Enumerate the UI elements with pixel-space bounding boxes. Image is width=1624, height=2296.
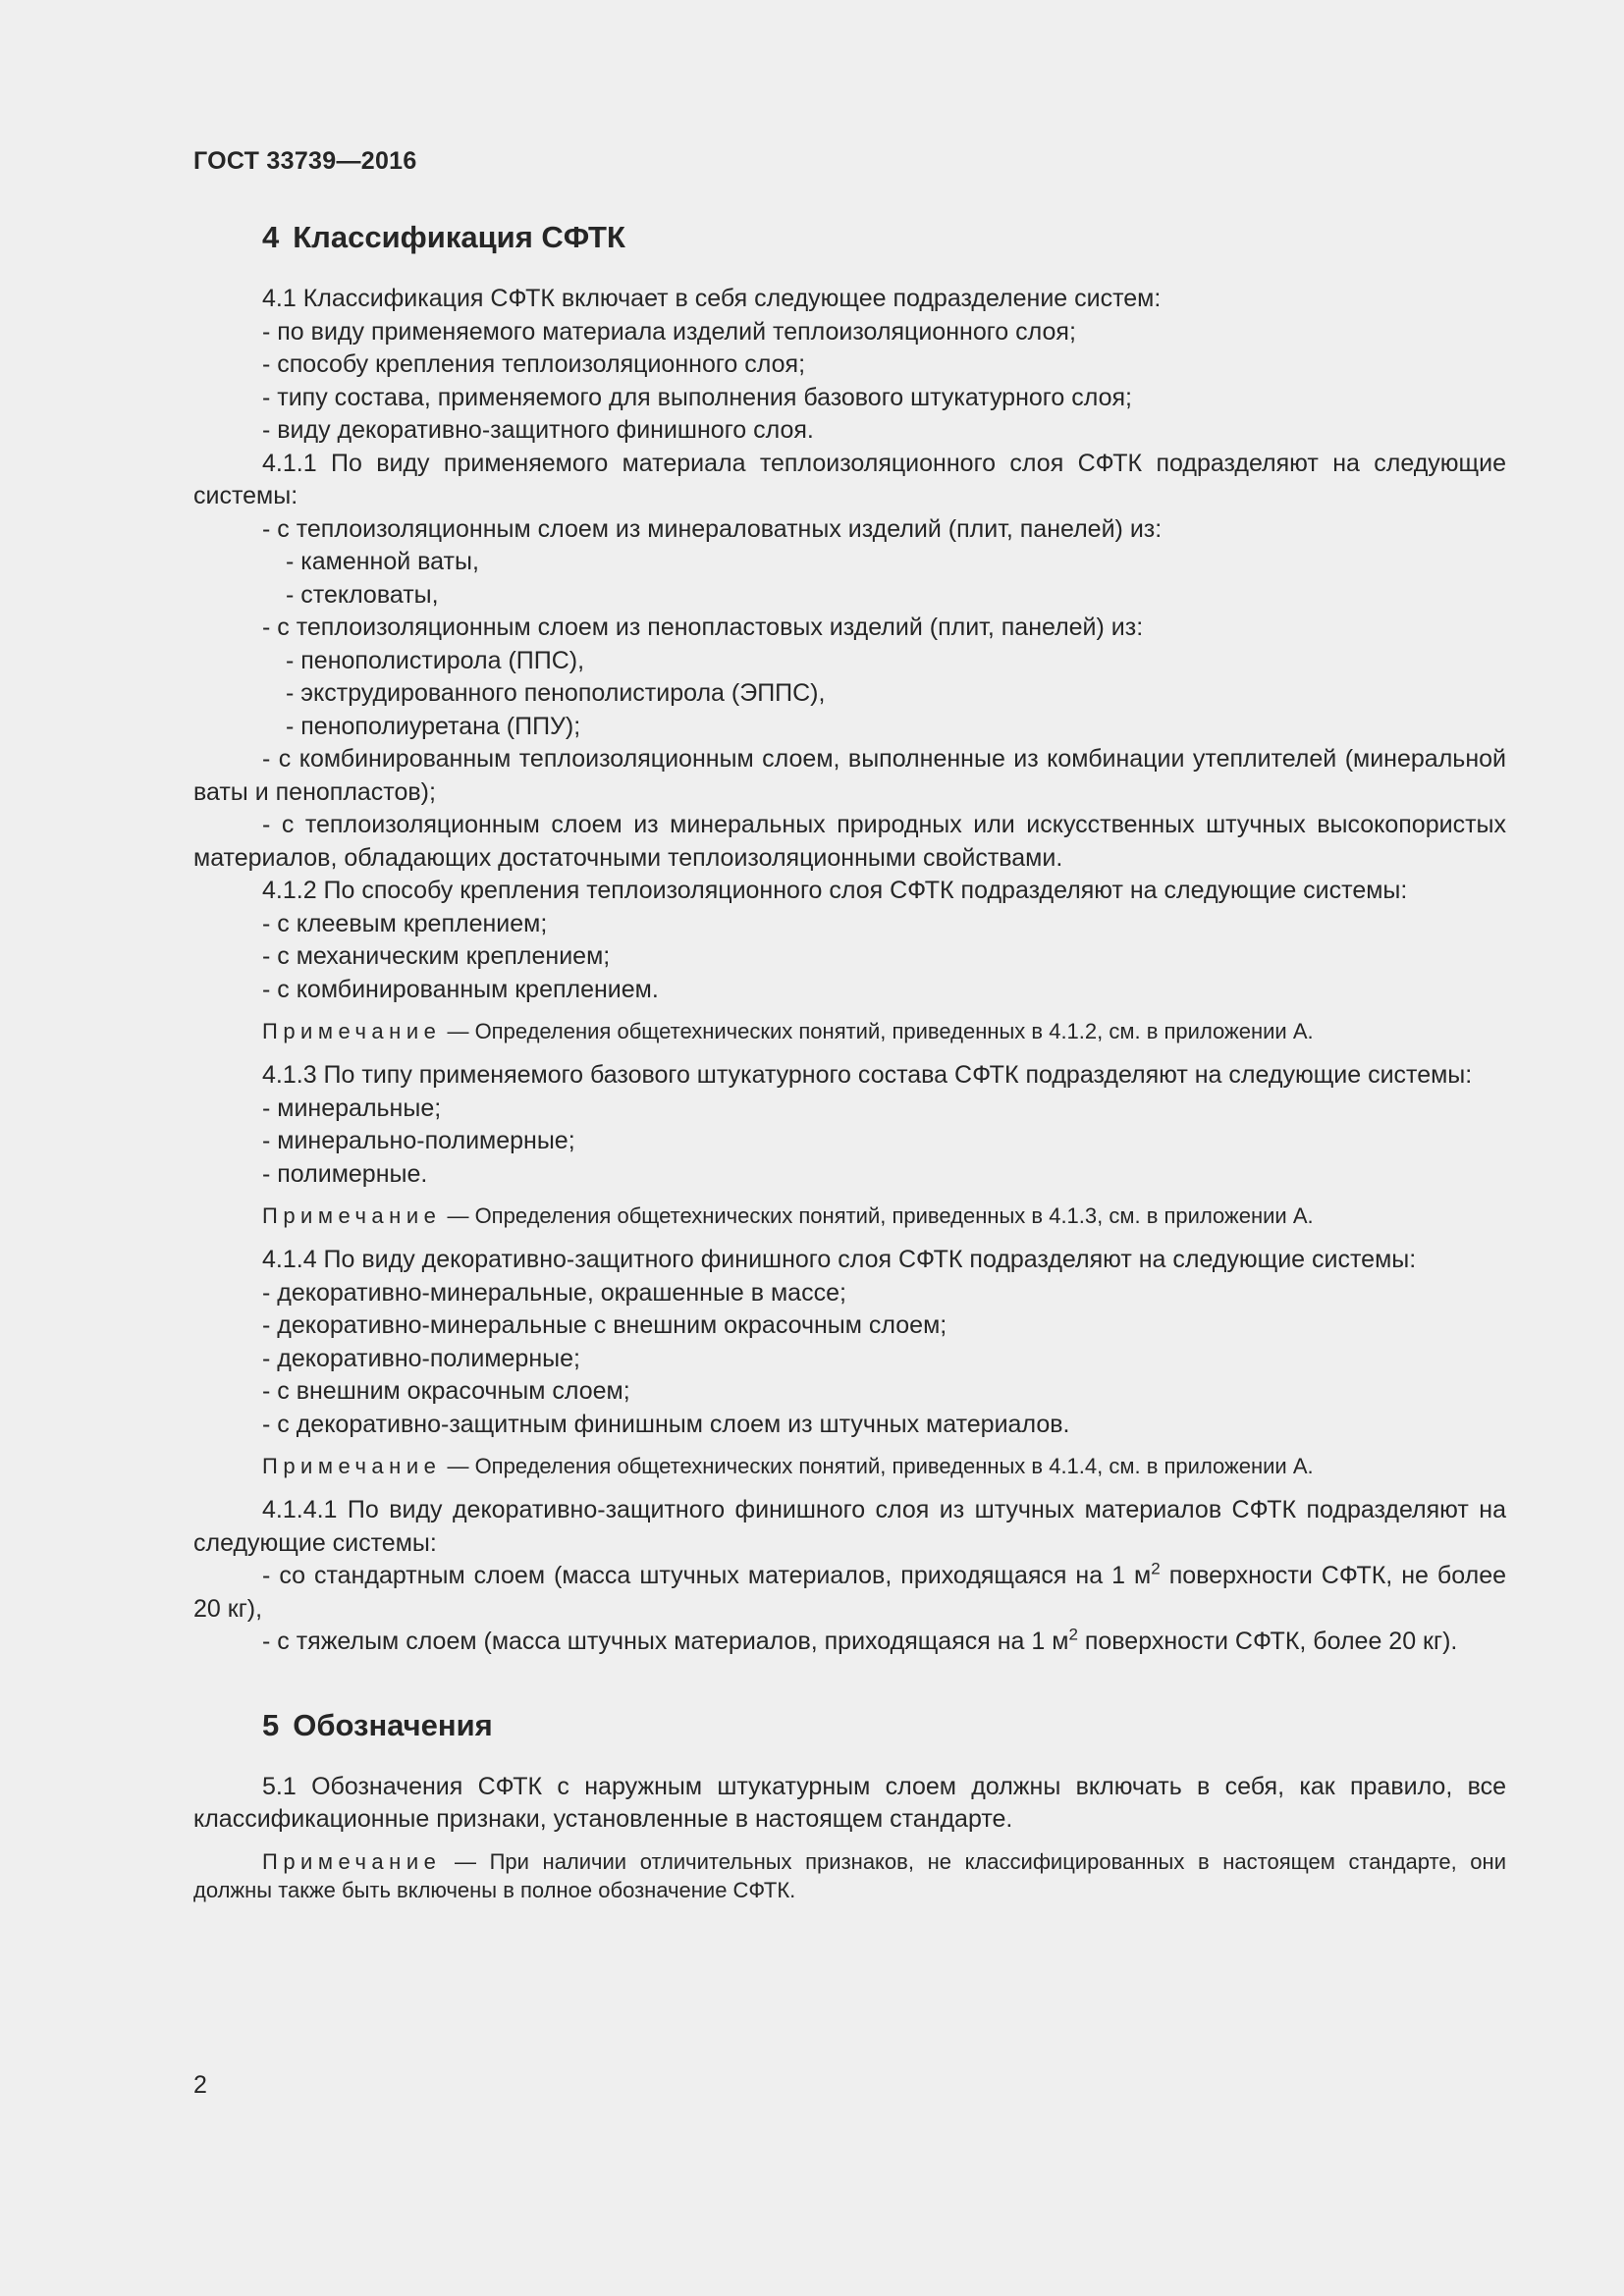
note-text: — Определения общетехнических понятий, приведенных в 4.1.3, см. в приложении А. <box>441 1203 1314 1228</box>
list-item: - по виду применяемого материала изделий теплоизоляционного слоя; <box>262 317 1076 346</box>
sub-list-item: - каменной ваты, <box>286 548 479 575</box>
list-item: - типу состава, применяемого для выполнения базового штукатурного слоя; <box>262 383 1132 411</box>
sub-list-item: - экструдированного пенополистирола (ЭППС), <box>286 679 826 707</box>
clause-4-1-1: 4.1.1 По виду применяемого материала теплоизоляционного слоя СФТК подразделяют на следующие системы: <box>193 449 1506 509</box>
list-item: - декоративно-минеральные с внешним окрасочным слоем; <box>262 1311 947 1339</box>
section-4-heading <box>193 218 1506 257</box>
list-item: - минерально-полимерные; <box>262 1127 575 1154</box>
sub-list-item: - стекловаты, <box>286 580 439 609</box>
sub-list-item: - пенополистирола (ППС), <box>286 646 585 674</box>
note-label: Примечание <box>262 1203 442 1228</box>
section-title: Обозначения <box>293 1707 493 1742</box>
document-id: ГОСТ 33739—2016 <box>193 147 417 175</box>
clause-4-1-4-1: 4.1.4.1 По виду декоративно-защитного финишного слоя из штучных материалов СФТК подразделяют на следующие системы: <box>193 1496 1506 1557</box>
list-item-standard-layer <box>193 1560 1506 1626</box>
note-label: Примечание <box>262 1019 442 1043</box>
note-text: — Определения общетехнических понятий, приведенных в 4.1.2, см. в приложении А. <box>441 1019 1314 1043</box>
superscript: 2 <box>1068 1625 1078 1644</box>
note-text: — Определения общетехнических понятий, приведенных в 4.1.4, см. в приложении А. <box>441 1454 1314 1478</box>
note-label: Примечание <box>262 1848 442 1874</box>
list-item: - с теплоизоляционным слоем из минераловатных изделий (плит, панелей) из: <box>262 514 1163 543</box>
list-item: - с комбинированным креплением. <box>262 975 659 1003</box>
list-item-heavy-layer <box>193 1626 1506 1659</box>
list-item: - виду декоративно-защитного финишного слоя. <box>262 416 814 444</box>
section-number: 4 <box>262 220 280 254</box>
list-item: - с декоративно-защитным финишным слоем из штучных материалов. <box>262 1410 1070 1438</box>
clause-4-1: 4.1 Классификация СФТК включает в себя следующее подразделение систем: <box>262 285 1162 312</box>
clause-4-1-2: 4.1.2 По способу крепления теплоизоляционного слоя СФТК подразделяют на следующие системы: <box>262 877 1408 904</box>
section-title: Классификация СФТК <box>293 220 625 254</box>
note-4-1-4 <box>193 1452 1506 1480</box>
list-item: - декоративно-полимерные; <box>262 1344 580 1372</box>
list-item: - полимерные. <box>262 1159 428 1188</box>
list-item: - с механическим креплением; <box>262 942 611 970</box>
list-item: - способу крепления теплоизоляционного слоя; <box>262 350 806 378</box>
note-4-1-3 <box>193 1201 1506 1230</box>
section-number: 5 <box>262 1707 280 1742</box>
note-4-1-2 <box>193 1017 1506 1045</box>
list-item: - минеральные; <box>262 1094 442 1122</box>
clause-4-1-3: 4.1.3 По типу применяемого базового штукатурного состава СФТК подразделяют на следующие системы: <box>262 1061 1473 1089</box>
list-item: - с клеевым креплением; <box>262 909 548 937</box>
note-text: — При наличии отличительных признаков, не классифицированных в настоящем стандарте, они должны также быть включены в полное обозначение СФТК. <box>193 1848 1506 1902</box>
list-item: - декоративно-минеральные, окрашенные в массе; <box>262 1278 846 1307</box>
list-item: - с теплоизоляционным слоем из минеральных природных или искусственных штучных высокопористых материалов, обладающих достаточными теплоизоляционными свойствами. <box>193 811 1506 872</box>
text-part: - со стандартным слоем (масса штучных материалов, приходящаяся на 1 м <box>262 1562 1152 1589</box>
list-item: - с внешним окрасочным слоем; <box>262 1377 630 1405</box>
clause-5-1: 5.1 Обозначения СФТК с наружным штукатурным слоем должны включать в себя, как правило, все классификационные признаки, установленные в настоящем стандарте. <box>193 1772 1506 1833</box>
note-5-1 <box>193 1847 1506 1904</box>
note-label: Примечание <box>262 1454 442 1478</box>
page-content <box>193 218 1506 1904</box>
list-item: - с комбинированным теплоизоляционным слоем, выполненные из комбинации утеплителей (минеральной ваты и пенопластов); <box>193 745 1506 806</box>
sub-list-item: - пенополиуретана (ППУ); <box>286 712 581 740</box>
clause-4-1-4: 4.1.4 По виду декоративно-защитного финишного слоя СФТК подразделяют на следующие системы: <box>262 1246 1417 1273</box>
section-5-heading <box>193 1706 1506 1745</box>
page-number: 2 <box>193 2071 207 2099</box>
text-part: - с тяжелым слоем (масса штучных материалов, приходящаяся на 1 м <box>262 1628 1069 1655</box>
text-part: поверхности СФТК, более 20 кг). <box>1077 1628 1458 1655</box>
list-item: - с теплоизоляционным слоем из пенопластовых изделий (плит, панелей) из: <box>262 614 1144 641</box>
text-part: поверхности СФТК, не более 20 кг), <box>193 1562 1507 1623</box>
superscript: 2 <box>1151 1559 1161 1578</box>
